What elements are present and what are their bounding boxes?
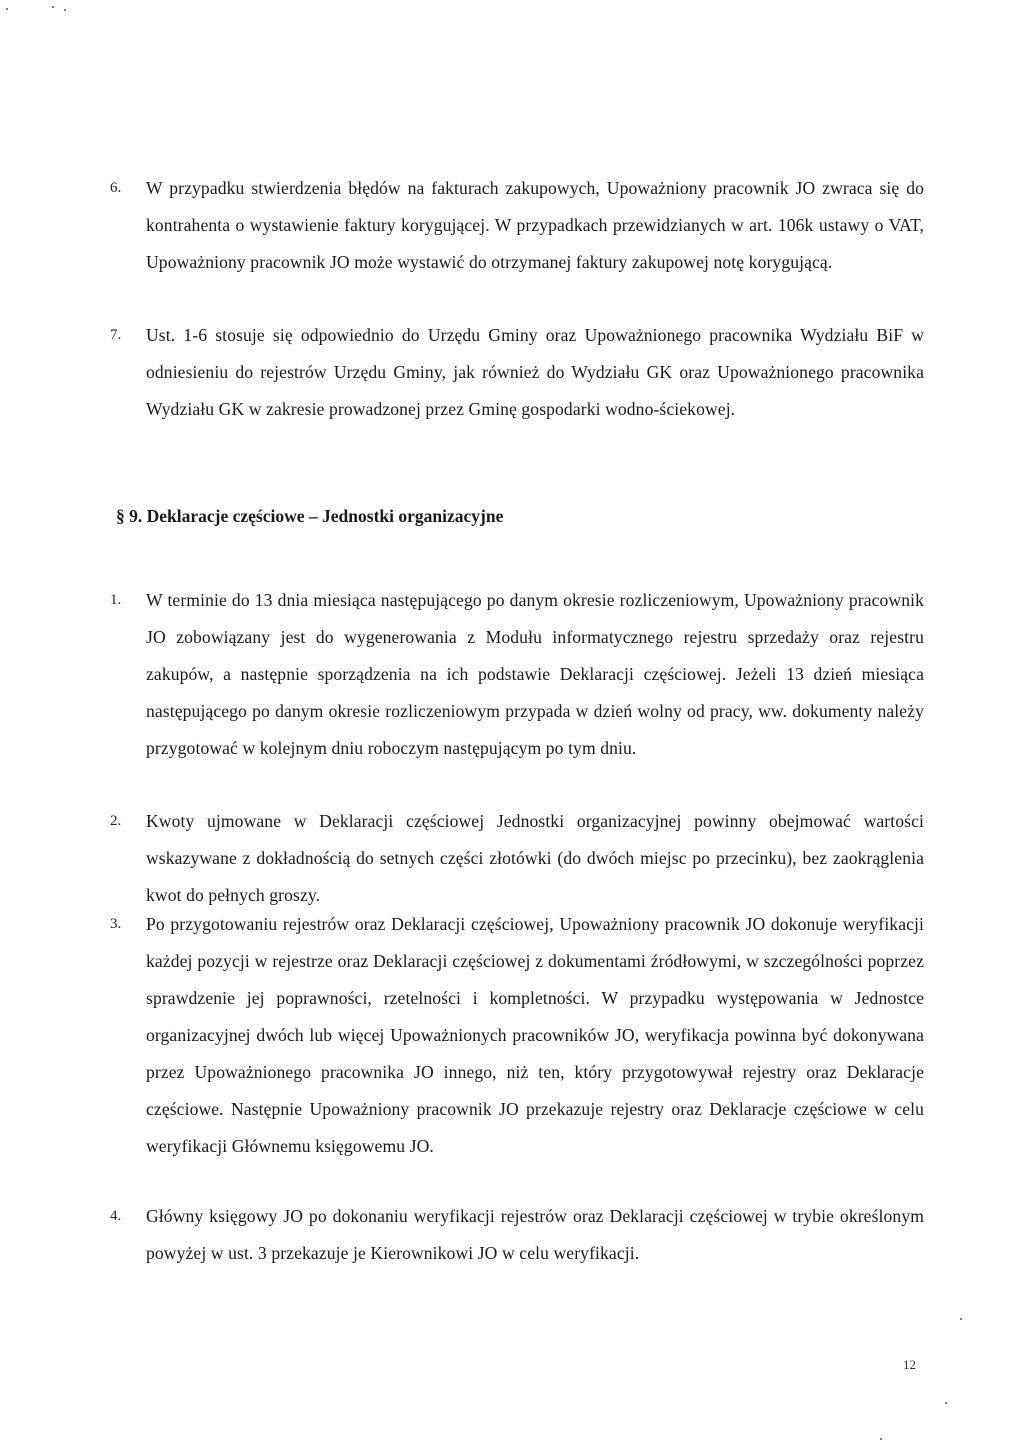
- paragraph-item-1: W terminie do 13 dnia miesiąca następującego po danym okresie rozliczeniowym, Upoważniony pracownik JO zobowiązany jest do wygenerowania z Modułu informatycznego rejestru sprzedaży oraz rejestru zakupów, a następnie sporządzenia na ich podstawie Deklaracji częściowej. Jeżeli 13 dzień miesiąca następującego po danym okresie rozliczeniowym przypada w dzień wolny od pracy, ww. dokumenty należy przygotować w kolejnym dniu roboczym następującym po tym dniu.: [146, 590, 924, 758]
- list-number: 1.: [110, 592, 122, 608]
- scan-speck: [64, 9, 66, 11]
- scan-speck: [6, 8, 8, 10]
- paragraph-item-4: Główny księgowy JO po dokonaniu weryfikacji rejestrów oraz Deklaracji częściowej w trybie określonym powyżej w ust. 3 przekazuje je Kierownikowi JO w celu weryfikacji.: [146, 1206, 924, 1263]
- scan-speck: [52, 6, 54, 8]
- list-number: 4.: [110, 1208, 122, 1224]
- paragraph-item-3: Po przygotowaniu rejestrów oraz Deklaracji częściowej, Upoważniony pracownik JO dokonuje weryfikacji każdej pozycji w rejestrze oraz Deklaracji częściowej z dokumentami źródłowymi, w szczególności poprzez sprawdzenie jej poprawności, rzetelności i kompletności. W przypadku występowania w Jednostce organizacyjnej dwóch lub więcej Upoważnionych pracowników JO, weryfikacja powinna być dokonywana przez Upoważnionego pracownika JO innego, niż ten, który przygotowywał rejestry oraz Deklaracje częściowe. Następnie Upoważniony pracownik JO przekazuje rejestry oraz Deklaracje częściowe w celu weryfikacji Głównemu księgowemu JO.: [146, 914, 924, 1156]
- page-number: 12: [903, 1357, 916, 1372]
- section-heading: § 9. Deklaracje częściowe – Jednostki organizacyjne: [116, 506, 504, 526]
- list-number: 6.: [110, 180, 122, 196]
- scan-speck: [880, 1438, 882, 1440]
- list-number: 7.: [110, 327, 122, 343]
- list-number: 3.: [110, 916, 122, 932]
- scan-speck: [960, 1318, 962, 1320]
- paragraph-item-7: Ust. 1-6 stosuje się odpowiednio do Urzędu Gminy oraz Upoważnionego pracownika Wydziału BiF w odniesieniu do rejestrów Urzędu Gminy, jak również do Wydziału GK oraz Upoważnionego pracownika Wydziału GK w zakresie prowadzonej przez Gminę gospodarki wodno-ściekowej.: [146, 325, 924, 419]
- paragraph-item-2: Kwoty ujmowane w Deklaracji częściowej Jednostki organizacyjnej powinny obejmować wartości wskazywane z dokładnością do setnych części złotówki (do dwóch miejsc po przecinku), bez zaokrąglenia kwot do pełnych groszy.: [146, 811, 924, 905]
- paragraph-item-6: W przypadku stwierdzenia błędów na fakturach zakupowych, Upoważniony pracownik JO zwraca się do kontrahenta o wystawienie faktury korygującej. W przypadkach przewidzianych w art. 106k ustawy o VAT, Upoważniony pracownik JO może wystawić do otrzymanej faktury zakupowej notę korygującą.: [146, 178, 924, 272]
- list-number: 2.: [110, 813, 122, 829]
- scan-speck: [945, 1402, 947, 1404]
